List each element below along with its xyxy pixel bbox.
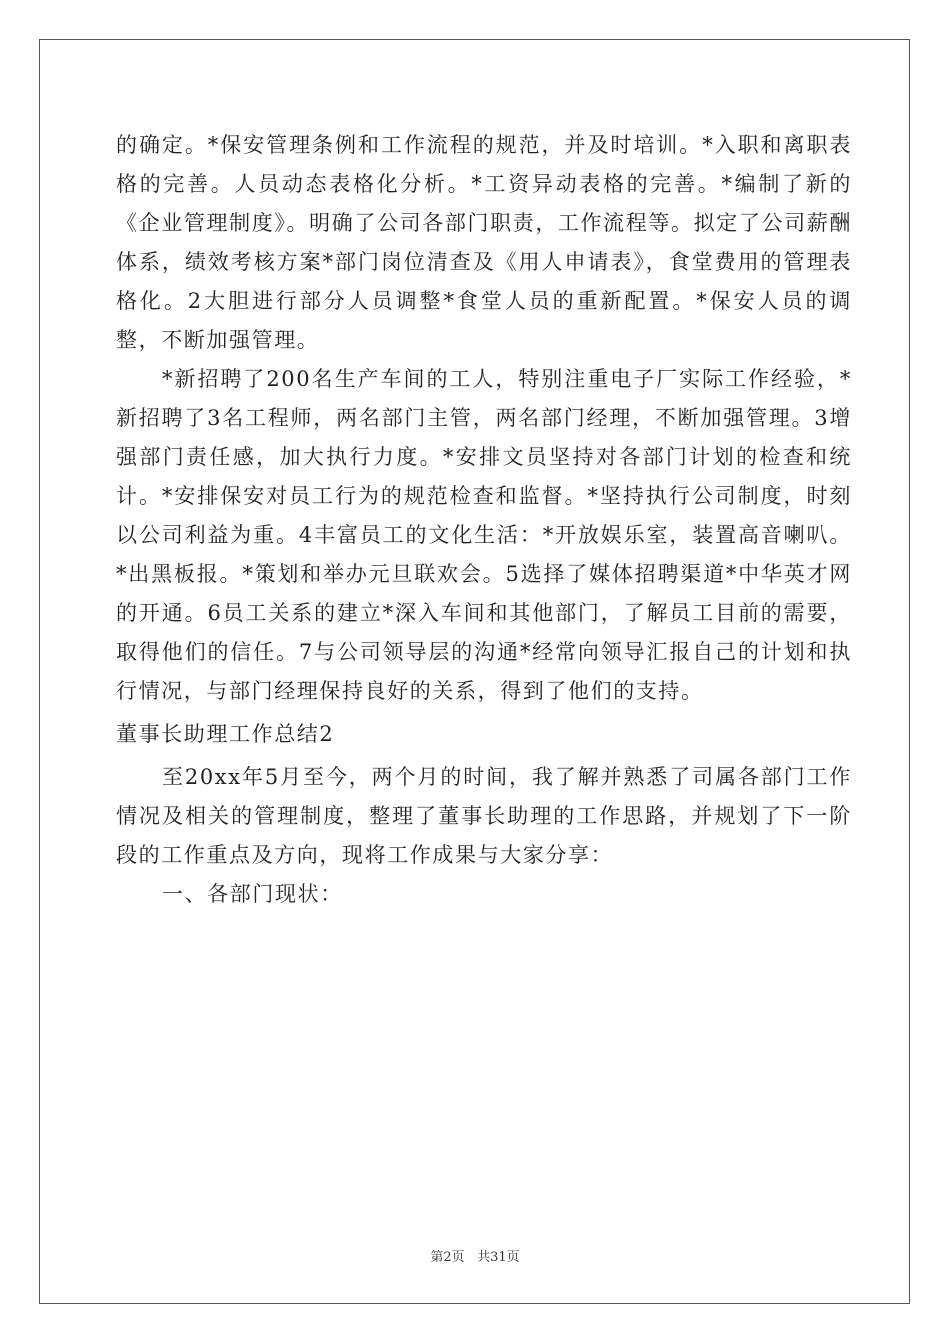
- paragraph-1: 的确定。*保安管理条例和工作流程的规范，并及时培训。*入职和离职表格的完善。人员动态表格化分析。*工资异动表格的完善。*编制了新的《企业管理制度》。明确了公司各部门职责，工作流程等。拟定了公司薪酬体系，绩效考核方案*部门岗位清查及《用人申请表》，食堂费用的管理表格化。2大胆进行部分人员调整*食堂人员的重新配置。*保安人员的调整，不断加强管理。: [116, 133, 852, 352]
- page-number: 第2页: [430, 1250, 465, 1265]
- document-body: [116, 126, 852, 914]
- section-heading: 董事长助理工作总结2: [116, 722, 335, 746]
- paragraph-4: 一、各部门现状：: [162, 882, 343, 906]
- paragraph-2: *新招聘了200名生产车间的工人，特别注重电子厂实际工作经验，*新招聘了3名工程师，两名部门主管，两名部门经理，不断加强管理。3增强部门责任感，加大执行力度。*安排文员坚持对各部门计划的检查和统计。*安排保安对员工行为的规范检查和监督。*坚持执行公司制度，时刻以公司利益为重。4丰富员工的文化生活：*开放娱乐室，装置高音喇叭。*出黑板报。*策划和举办元旦联欢会。5选择了媒体招聘渠道*中华英才网的开通。6员工关系的建立*深入车间和其他部门，了解员工目前的需要，取得他们的信任。7与公司领导层的沟通*经常向领导汇报自己的计划和执行情况，与部门经理保持良好的关系，得到了他们的支持。: [116, 367, 852, 703]
- page-total: 共31页: [477, 1250, 520, 1265]
- page-footer: [0, 1246, 950, 1265]
- paragraph-3: 至20xx年5月至今，两个月的时间，我了解并熟悉了司属各部门工作情况及相关的管理制度，整理了董事长助理的工作思路，并规划了下一阶段的工作重点及方向，现将工作成果与大家分享：: [116, 765, 852, 867]
